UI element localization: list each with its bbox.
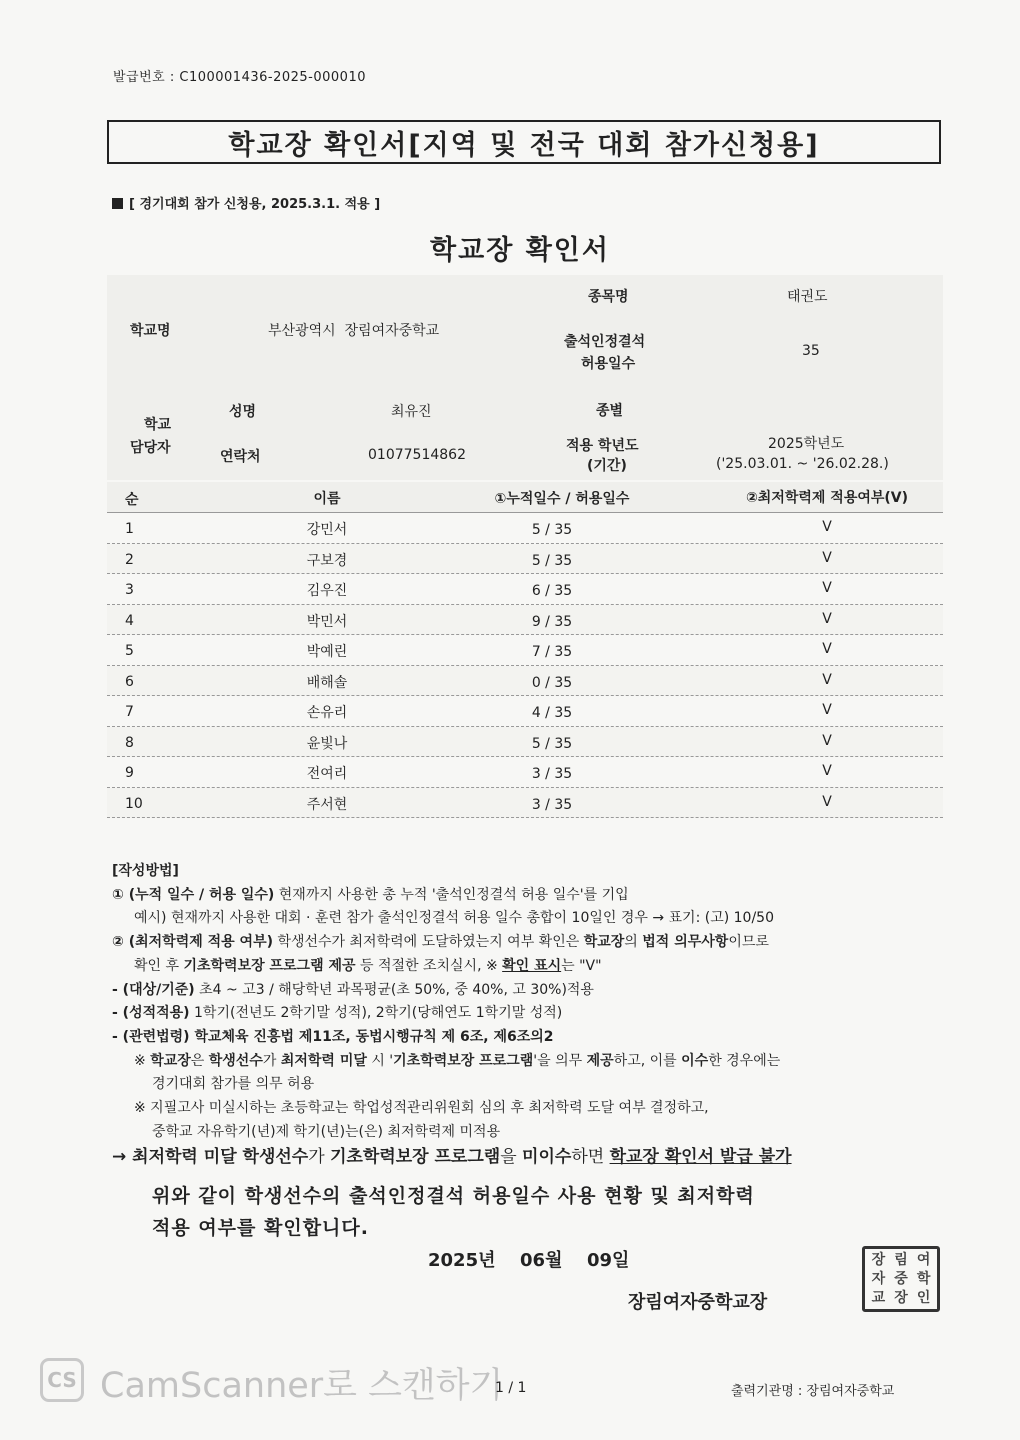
allowed-days-label-1: 출석인정결석 <box>564 334 646 350</box>
note-6-line-2: 경기대회 참가를 의무 허용 <box>152 1076 315 1093</box>
row-check: V <box>822 610 832 627</box>
note-2-label: ② (최저학력제 적용 여부) <box>112 934 273 951</box>
official-seal <box>862 1246 940 1312</box>
year-value-1: 2025학년도 <box>768 436 845 452</box>
square-bullet-icon <box>112 198 123 209</box>
note-1-example: 예시) 현재까지 사용한 대회 · 훈련 참가 출석인정결석 허용 일수 총합이 10일인 경우 → 표기: (고) 10/50 <box>134 910 774 927</box>
table-body <box>107 513 943 818</box>
row-check: V <box>822 580 832 596</box>
note-4-label: - (성적적용) <box>112 1005 190 1022</box>
note-2-line2-c: 는 "V" <box>561 957 602 974</box>
allowed-days-value: 35 <box>802 343 820 359</box>
note-8 <box>112 1146 942 1170</box>
row-days: 5 / 35 <box>531 552 573 569</box>
table-row <box>107 574 943 605</box>
note-3-text: 초4 ~ 고3 / 해당학년 과목평균(초 50%, 중 40%, 고 30%)적용 <box>194 981 594 998</box>
row-days: 3 / 35 <box>531 766 573 782</box>
note-1 <box>112 884 942 908</box>
sport-value: 태권도 <box>787 289 828 305</box>
row-name: 전여리 <box>306 766 348 782</box>
row-check: V <box>822 793 832 810</box>
row-no: 4 <box>125 612 134 629</box>
manager-label-1: 학교 <box>144 417 172 433</box>
year-label-1: 적용 학년도 <box>566 438 639 454</box>
row-check: V <box>822 763 832 779</box>
note-1-label: ① (누적 일수 / 허용 일수) <box>112 886 275 903</box>
row-days: 7 / 35 <box>531 644 573 660</box>
instructions <box>112 860 942 1170</box>
school-label: 학교명 <box>130 323 171 339</box>
n8d: 을 <box>500 1147 523 1168</box>
type-label: 종별 <box>596 403 624 419</box>
contact-value: 01077514862 <box>368 447 466 463</box>
confirm-line-1: 위와 같이 학생선수의 출석인정결석 허용일수 사용 현황 및 최저학력 <box>152 1185 755 1207</box>
n6d: 학생선수 <box>208 1052 263 1069</box>
note-5 <box>112 1026 942 1050</box>
row-no: 9 <box>125 765 134 781</box>
note-2-line2-a: 확인 후 <box>134 957 184 974</box>
table-row <box>107 513 943 544</box>
header-name: 이름 <box>313 491 341 507</box>
note-3 <box>112 979 942 1003</box>
name-value: 최유진 <box>391 404 432 420</box>
table-row <box>107 788 943 819</box>
row-days: 5 / 35 <box>531 735 573 752</box>
subtitle-text: [ 경기대회 참가 신청용, 2025.3.1. 적용 ] <box>129 197 381 212</box>
note-5-text: 학교체육 진흥법 제11조, 동법시행규칙 제 6조, 제6조의2 <box>189 1028 554 1045</box>
n8f: 하면 <box>571 1147 610 1168</box>
seal-char: 교 <box>871 1289 886 1306</box>
header-check: ②최저학력제 적용여부(V) <box>745 490 909 506</box>
n8c: 기초학력보장 프로그램 <box>330 1147 501 1168</box>
note-4-text: 1학기(전년도 2학기말 성적), 2학기(당해연도 1학기말 성적) <box>189 1005 563 1022</box>
note-7: ※ 지필고사 미실시하는 초등학교는 학업성적관리위원회 심의 후 최저학력 도달 여부 결정하고, <box>134 1100 709 1117</box>
note-2-text-c: 의 <box>624 934 643 951</box>
year-value-2: ('25.03.01. ~ '26.02.28.) <box>716 456 889 472</box>
n6a: ※ <box>134 1052 151 1069</box>
row-days: 9 / 35 <box>531 613 573 630</box>
row-no: 7 <box>125 704 134 720</box>
row-name: 박예린 <box>306 644 348 660</box>
sport-label: 종목명 <box>588 289 629 305</box>
row-check: V <box>822 641 832 657</box>
manager-label-2: 담당자 <box>130 440 171 456</box>
page-number: 1 / 1 <box>495 1380 527 1396</box>
issue-date: 2025년 06월 09일 <box>428 1250 630 1271</box>
n8e: 미이수 <box>522 1147 572 1168</box>
table-row <box>107 544 943 575</box>
row-name: 김우진 <box>306 583 348 599</box>
seal-char: 여 <box>916 1252 931 1269</box>
table-row <box>107 727 943 758</box>
row-name: 손유리 <box>306 705 348 721</box>
row-no: 2 <box>125 551 134 568</box>
row-name: 강민서 <box>306 522 348 538</box>
row-days: 0 / 35 <box>531 674 573 691</box>
table-row <box>107 635 943 666</box>
n6i: '을 의무 <box>533 1052 587 1069</box>
instructions-heading: [작성방법] <box>112 863 179 879</box>
seal-char: 장 <box>894 1289 908 1306</box>
note-6 <box>112 1050 942 1074</box>
row-name: 윤빛나 <box>306 735 348 752</box>
issue-number: 발급번호 : C100001436-2025-000010 <box>113 70 366 85</box>
n6e: 가 <box>262 1052 281 1069</box>
note-2-program: 기초학력보장 프로그램 제공 <box>183 957 356 974</box>
row-name: 배해솔 <box>306 674 348 691</box>
row-days: 5 / 35 <box>531 522 573 538</box>
contact-label: 연락처 <box>220 449 261 465</box>
row-no: 5 <box>125 643 134 659</box>
note-3-label: - (대상/기준) <box>112 981 195 998</box>
n6h: 기초학력보장 프로그램 <box>393 1052 534 1069</box>
table-header <box>107 482 943 513</box>
principal-name: 장림여자중학교장 <box>628 1292 768 1313</box>
confirm-line-2: 적용 여부를 확인합니다. <box>152 1217 369 1239</box>
note-4 <box>112 1002 942 1026</box>
n6j: 제공 <box>586 1052 614 1069</box>
row-no: 1 <box>125 521 134 537</box>
name-label: 성명 <box>229 404 257 420</box>
table-row <box>107 666 943 697</box>
seal-char: 림 <box>894 1252 908 1269</box>
main-title: 학교장 확인서[지역 및 전국 대회 참가신청용] <box>107 120 941 164</box>
seal-char: 자 <box>871 1270 886 1287</box>
note-2-duty: 법적 의무사항 <box>642 934 729 951</box>
row-name: 박민서 <box>306 613 348 630</box>
year-label-2: (기간) <box>587 458 627 474</box>
note-2-text: 학생선수가 최저학력에 도달하였는지 여부 확인은 <box>273 934 584 951</box>
note-7-line-2: 중학교 자유학기(년)제 학기(년)는(은) 최저학력제 미적용 <box>152 1123 501 1140</box>
note-2-mark: 확인 표시 <box>502 957 562 974</box>
row-no: 8 <box>125 734 134 751</box>
attendance-table <box>107 482 943 818</box>
n6l: 이수 <box>681 1052 709 1069</box>
row-no: 6 <box>125 673 134 690</box>
row-name: 구보경 <box>306 552 348 569</box>
note-2-line2-b: 등 적절한 조치실시, ※ <box>355 957 503 974</box>
row-check: V <box>822 732 832 749</box>
subtitle <box>112 193 380 212</box>
note-2-principal: 학교장 <box>583 934 625 951</box>
seal-char: 장 <box>871 1252 886 1269</box>
seal-char: 중 <box>894 1270 908 1287</box>
note-2-text-e: 이므로 <box>728 934 769 951</box>
row-days: 6 / 35 <box>531 583 573 599</box>
n8g: 학교장 확인서 발급 불가 <box>609 1147 792 1168</box>
seal-char: 학 <box>916 1270 931 1287</box>
row-check: V <box>822 702 832 718</box>
allowed-days-label-2: 허용일수 <box>581 356 636 372</box>
row-check: V <box>822 671 832 688</box>
note-5-label: - (관련법령) <box>112 1028 190 1045</box>
row-check: V <box>822 549 832 566</box>
row-no: 3 <box>125 582 134 598</box>
n6g: 시 ' <box>366 1052 394 1069</box>
n6m: 한 경우에는 <box>708 1052 781 1069</box>
n8b: 가 <box>308 1147 331 1168</box>
table-row <box>107 696 943 727</box>
row-days: 3 / 35 <box>531 796 573 813</box>
row-no: 10 <box>125 795 143 812</box>
n6k: 하고, 이를 <box>613 1052 682 1069</box>
document-title: 학교장 확인서 <box>430 235 610 266</box>
note-2 <box>112 931 942 955</box>
camscanner-logo-icon: CS <box>40 1358 84 1402</box>
seal-char: 인 <box>916 1289 931 1306</box>
n6b: 학교장 <box>150 1052 191 1069</box>
table-row <box>107 605 943 636</box>
row-name: 주서현 <box>306 796 348 813</box>
camscanner-watermark: CamScanner로 스캔하기 <box>100 1366 504 1406</box>
row-days: 4 / 35 <box>531 705 573 721</box>
table-row <box>107 757 943 788</box>
n6f: 최저학력 미달 <box>280 1052 367 1069</box>
note-1-text: 현재까지 사용한 총 누적 '출석인정결석 허용 일수'를 기입 <box>274 886 629 903</box>
header-no: 순 <box>125 492 139 508</box>
n6c: 은 <box>190 1052 209 1069</box>
n8a: → 최저학력 미달 학생선수 <box>112 1147 309 1168</box>
header-days: ①누적일수 / 허용일수 <box>494 491 630 507</box>
row-check: V <box>822 519 832 535</box>
printing-institution: 출력기관명 : 장림여자중학교 <box>731 1384 895 1399</box>
confirmation-text <box>152 1180 755 1244</box>
school-value: 부산광역시 장림여자중학교 <box>268 323 440 339</box>
note-2-line-2 <box>112 955 942 979</box>
